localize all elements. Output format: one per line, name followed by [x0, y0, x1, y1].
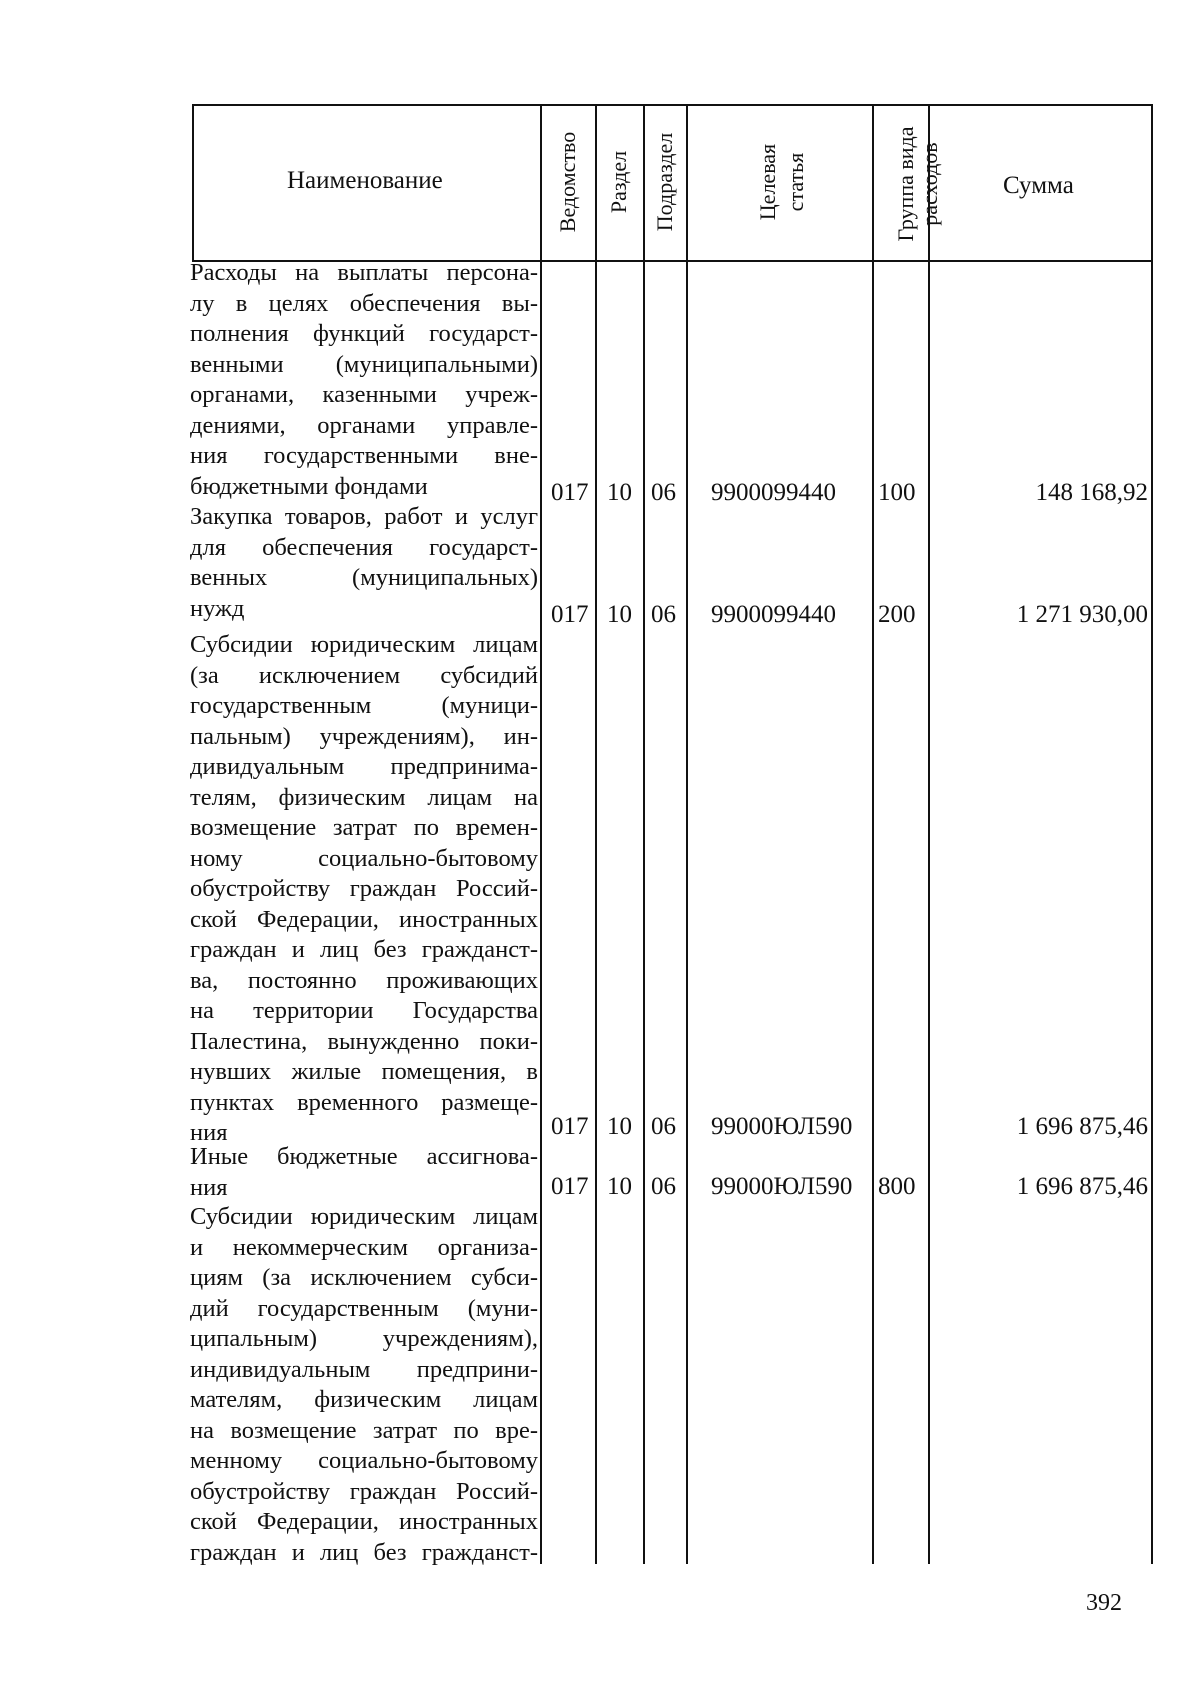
table-top-border [192, 104, 1153, 106]
cell-target: 9900099440 [711, 601, 836, 628]
col-sep-target [872, 104, 874, 1564]
name-line: ному социально-бытовому [190, 844, 538, 872]
cell-ved: 017 [551, 601, 589, 628]
cell-group: 800 [878, 1173, 916, 1200]
name-line: ния [190, 1119, 228, 1146]
name-line: индивидуальным предприни- [190, 1355, 538, 1383]
col-sep-group [928, 104, 930, 1564]
name-line: для обеспечения государст- [190, 533, 538, 561]
cell-sum: 1 696 875,46 [1016, 1113, 1148, 1140]
cell-razdel: 10 [607, 479, 632, 506]
name-line: государственным (муници- [190, 692, 538, 719]
row-name [190, 1142, 538, 1203]
name-line: нувших жилые помещения, в [190, 1058, 538, 1085]
col-sep-ved [595, 104, 597, 1564]
header-target-line1: Целевая [755, 143, 780, 221]
name-line: телям, физическим лицам на [190, 783, 538, 811]
row-name [190, 630, 538, 1149]
cell-group: 200 [878, 601, 916, 628]
row-name [190, 258, 538, 502]
name-line: Субсидии юридическим лицам [190, 1203, 538, 1230]
name-line: на территории Государства [190, 997, 538, 1024]
name-line: органами, казенными учреж- [190, 381, 538, 408]
name-line: дениями, органами управле- [190, 411, 538, 439]
cell-sum: 1 271 930,00 [1016, 601, 1148, 628]
name-line: ва, постоянно проживающих [190, 966, 538, 994]
header-group-line2: расходов [917, 142, 942, 226]
name-line: нужд [190, 594, 245, 622]
cell-sum: 1 696 875,46 [1016, 1173, 1148, 1200]
name-line: Субсидии юридическим лицам [190, 631, 538, 658]
name-line: (за исключением субсидий [190, 661, 538, 689]
row-name [190, 1202, 538, 1568]
name-line: пальным) учреждениям), ин- [190, 722, 538, 750]
name-line: полнения функций государст- [190, 320, 538, 347]
name-line: пунктах временного размеще- [190, 1088, 538, 1116]
name-line: Палестина, вынужденно поки- [190, 1027, 538, 1055]
name-line: менному социально-бытовому [190, 1447, 538, 1474]
name-line: циям (за исключением субси- [190, 1264, 538, 1291]
cell-podrazdel: 06 [651, 601, 676, 628]
name-line: на возмещение затрат по вре- [190, 1416, 538, 1444]
name-line: венных (муниципальных) [190, 564, 538, 591]
name-line: обустройству граждан Россий- [190, 1477, 538, 1505]
cell-target: 99000ЮЛ590 [711, 1173, 853, 1200]
name-line: Закупка товаров, работ и услуг [190, 503, 538, 530]
cell-ved: 017 [551, 479, 589, 506]
cell-group: 100 [878, 479, 916, 506]
col-sep-name [540, 104, 542, 1564]
cell-target: 9900099440 [711, 479, 836, 506]
name-line: дивидуальным предпринима- [190, 753, 538, 780]
row-name [190, 502, 538, 624]
name-line: бюджетными фондами [190, 472, 428, 500]
page-number: 392 [1086, 1590, 1122, 1616]
cell-sum: 148 168,92 [1035, 479, 1148, 506]
header-name: Наименование [287, 167, 443, 194]
name-line: возмещение затрат по времен- [190, 814, 538, 841]
name-line: граждан и лиц без гражданст- [190, 1538, 538, 1566]
col-sep-podrazdel [686, 104, 688, 1564]
cell-podrazdel: 06 [651, 1173, 676, 1200]
cell-razdel: 10 [607, 601, 632, 628]
cell-podrazdel: 06 [651, 479, 676, 506]
name-line: ния государственными вне- [190, 442, 538, 469]
cell-razdel: 10 [607, 1113, 632, 1140]
name-line: и некоммерческим организа- [190, 1233, 538, 1261]
name-line: венными (муниципальными) [190, 350, 538, 378]
cell-target: 99000ЮЛ590 [711, 1113, 853, 1140]
name-line: ципальным) учреждениям), [190, 1325, 538, 1352]
name-line: лу в целях обеспечения вы- [190, 289, 538, 317]
name-line: ния [190, 1173, 228, 1201]
cell-razdel: 10 [607, 1173, 632, 1200]
name-line: ской Федерации, иностранных [190, 905, 538, 933]
name-line: Расходы на выплаты персона- [190, 259, 538, 286]
cell-podrazdel: 06 [651, 1113, 676, 1140]
header-podrazdel: Подраздел [652, 132, 677, 232]
name-line: обустройству граждан Россий- [190, 875, 538, 902]
header-vedomstvo: Ведомство [555, 131, 580, 233]
name-line: ской Федерации, иностранных [190, 1508, 538, 1535]
table-right-border [1151, 104, 1153, 1564]
name-line: дий государственным (муни- [190, 1294, 538, 1322]
header-group-line1: Группа вида [893, 126, 918, 242]
header-target-line2: статья [783, 152, 808, 212]
name-line: Иные бюджетные ассигнова- [190, 1143, 538, 1170]
col-sep-razdel [643, 104, 645, 1564]
header-sum: Сумма [1003, 172, 1074, 199]
name-line: мателям, физическим лицам [190, 1386, 538, 1413]
header-razdel: Раздел [606, 150, 631, 214]
table-left-border [192, 104, 194, 262]
name-line: граждан и лиц без гражданст- [190, 936, 538, 963]
cell-ved: 017 [551, 1113, 589, 1140]
cell-ved: 017 [551, 1173, 589, 1200]
